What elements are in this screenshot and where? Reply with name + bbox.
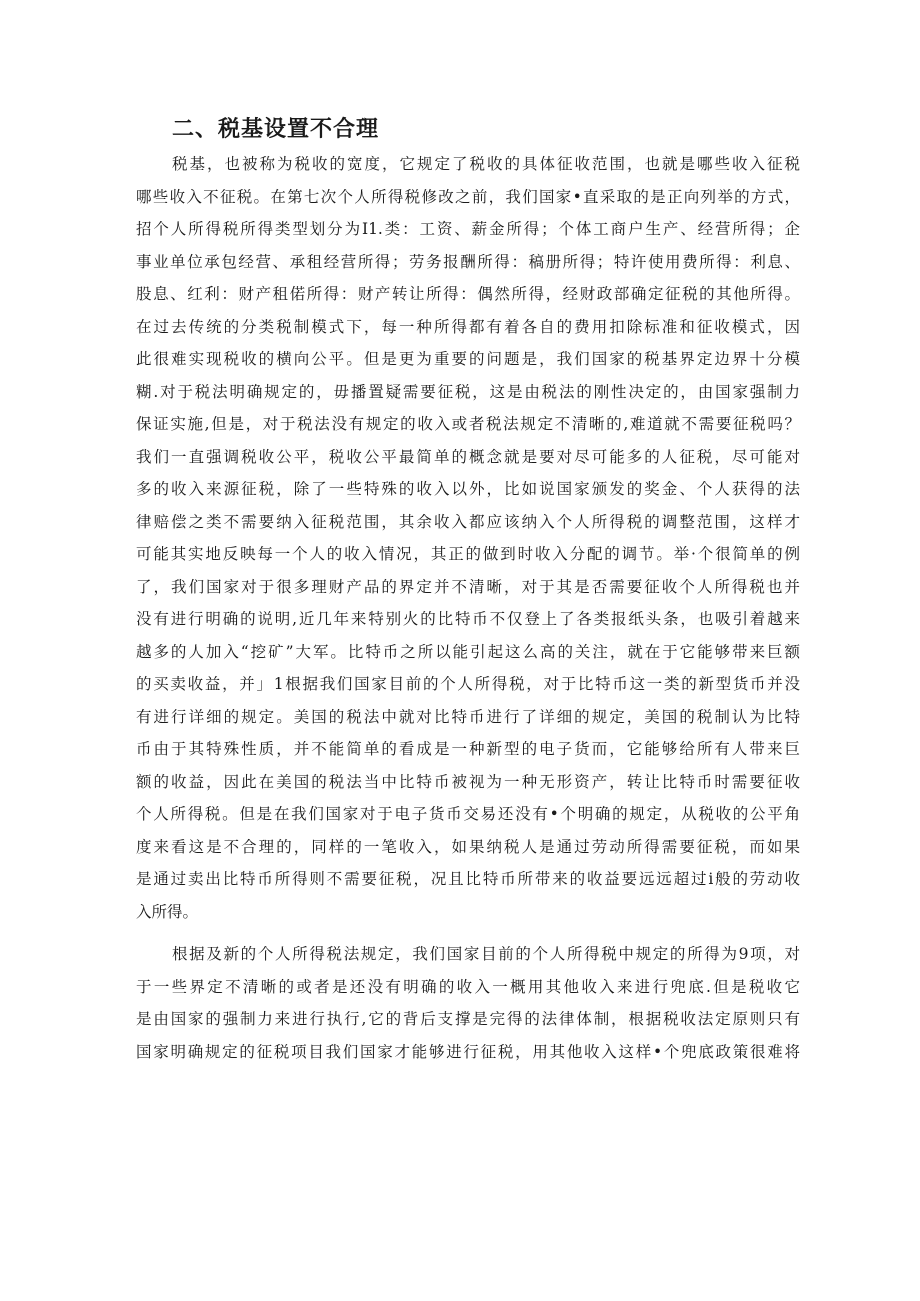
paragraph-line: 我们一直强调税收公平，税收公平最简单的概念就是要对尽可能多的人征税，尽可能对 [136,447,800,466]
paragraph-line: 个人所得税。但是在我们国家对于电子货币交易还没有•个明确的规定，从税收的公平角 [136,805,800,823]
paragraph-line: 于一些界定不清晰的或者是还没有明确的收入一概用其他收入来进行兜底.但是税收它 [136,977,800,996]
paragraph-2 [136,938,800,1068]
paragraph-line: 税基，也被称为税收的宽度，它规定了税收的具体征收范围，也就是哪些收入征税 [172,155,800,173]
paragraph-line: 律赔偿之类不需要纳入征税范围，其余收入都应该纳入个人所得税的调整范围，这样才 [136,512,800,531]
paragraph-line: 在过去传统的分类税制模式下，每一种所得都有着各自的费用扣除标准和征收模式，因 [136,317,800,336]
paragraph-line: 是通过卖出比特币所得则不需要征税，况且比特币所带来的收益要远远超过i般的劳动收 [136,870,800,888]
paragraph-line: 保证实施,但是，对于税法没有规定的收入或者税法规定不清晰的,难道就不需要征税吗？ [136,415,800,433]
paragraph-line: 根据及新的个人所得税法规定，我们国家目前的个人所得税中规定的所得为9项，对 [172,945,800,963]
paragraph-line: 有进行详细的规定。美国的税法中就对比特币进行了详细的规定，美国的税制认为比特 [136,707,800,726]
paragraph-line: 此很难实现税收的横向公平。但是更为重要的问题是，我们国家的税基界定边界十分模 [136,350,800,368]
body-text [136,148,800,1068]
paragraph-line: 入所得。 [136,902,199,921]
paragraph-line: 股息、红利：财产租偌所得：财产转让所得：偶然所得，经财政部确定征税的其他所得。 [136,285,800,303]
paragraph-line: 没有进行明确的说明,近几年来特别火的比特币不仅登上了各类报纸头条，也吸引着越来 [136,610,800,628]
paragraph-line: 越多的人加入“挖矿”大军。比特币之所以能引起这么高的关注，就在于它能够带来巨额 [136,642,800,661]
paragraph-line: 额的收益，因此在美国的税法当中比特币被视为一种无形资产，转让比特币时需要征收 [136,772,800,791]
paragraph-line: 币由于其特殊性质，并不能简单的看成是一种新型的电子货而，它能够给所有人带来巨 [136,740,800,758]
paragraph-line: 招个人所得税所得类型划分为I1.类：工资、薪金所得；个体工商户生产、经营所得；企 [136,220,800,238]
paragraph-line: 哪些收入不征税。在第七次个人所得税修改之前，我们国家•直采取的是正向列举的方式， [136,187,800,206]
paragraph-1 [136,148,800,928]
paragraph-line: 是由国家的强制力来进行执行,它的背后支撑是完得的法律体制，根据税收法定原则只有 [136,1010,800,1028]
paragraph-line: 了，我们国家对于很多理财产品的界定并不清晰，对于其是否需要征收个人所得税也并 [136,577,800,596]
paragraph-line: 国家明确规定的征税项目我们国家才能够进行征税，用其他收入这样•个兜底政策很难将 [136,1042,800,1061]
paragraph-line: 事业单位承包经营、承租经营所得；劳务报酬所得：稿册所得；特许使用费所得：利息、 [136,252,800,271]
paragraph-spacer [136,928,800,938]
paragraph-line: 糊.对于税法明确规定的，毋播置疑需要征税，这是由税法的刚性决定的，由国家强制力 [136,382,800,401]
paragraph-line: 度来看这是不合理的，同样的一笔收入，如果纳税人是通过劳动所得需要征税，而如果 [136,837,800,856]
paragraph-line: 可能其实地反映每一个人的收入情况，其正的做到时收入分配的调节。举·个很简单的例 [136,545,800,563]
paragraph-line: 多的收入来源征税，除了一些特殊的收入以外，比如说国家颁发的奖金、个人获得的法 [136,480,800,498]
paragraph-line: 的买卖收益，并」1根据我们国家目前的个人所得税，对于比特币这一类的新型货币并没 [136,675,800,693]
section-heading: 二、税基设置不合理 [172,117,380,142]
